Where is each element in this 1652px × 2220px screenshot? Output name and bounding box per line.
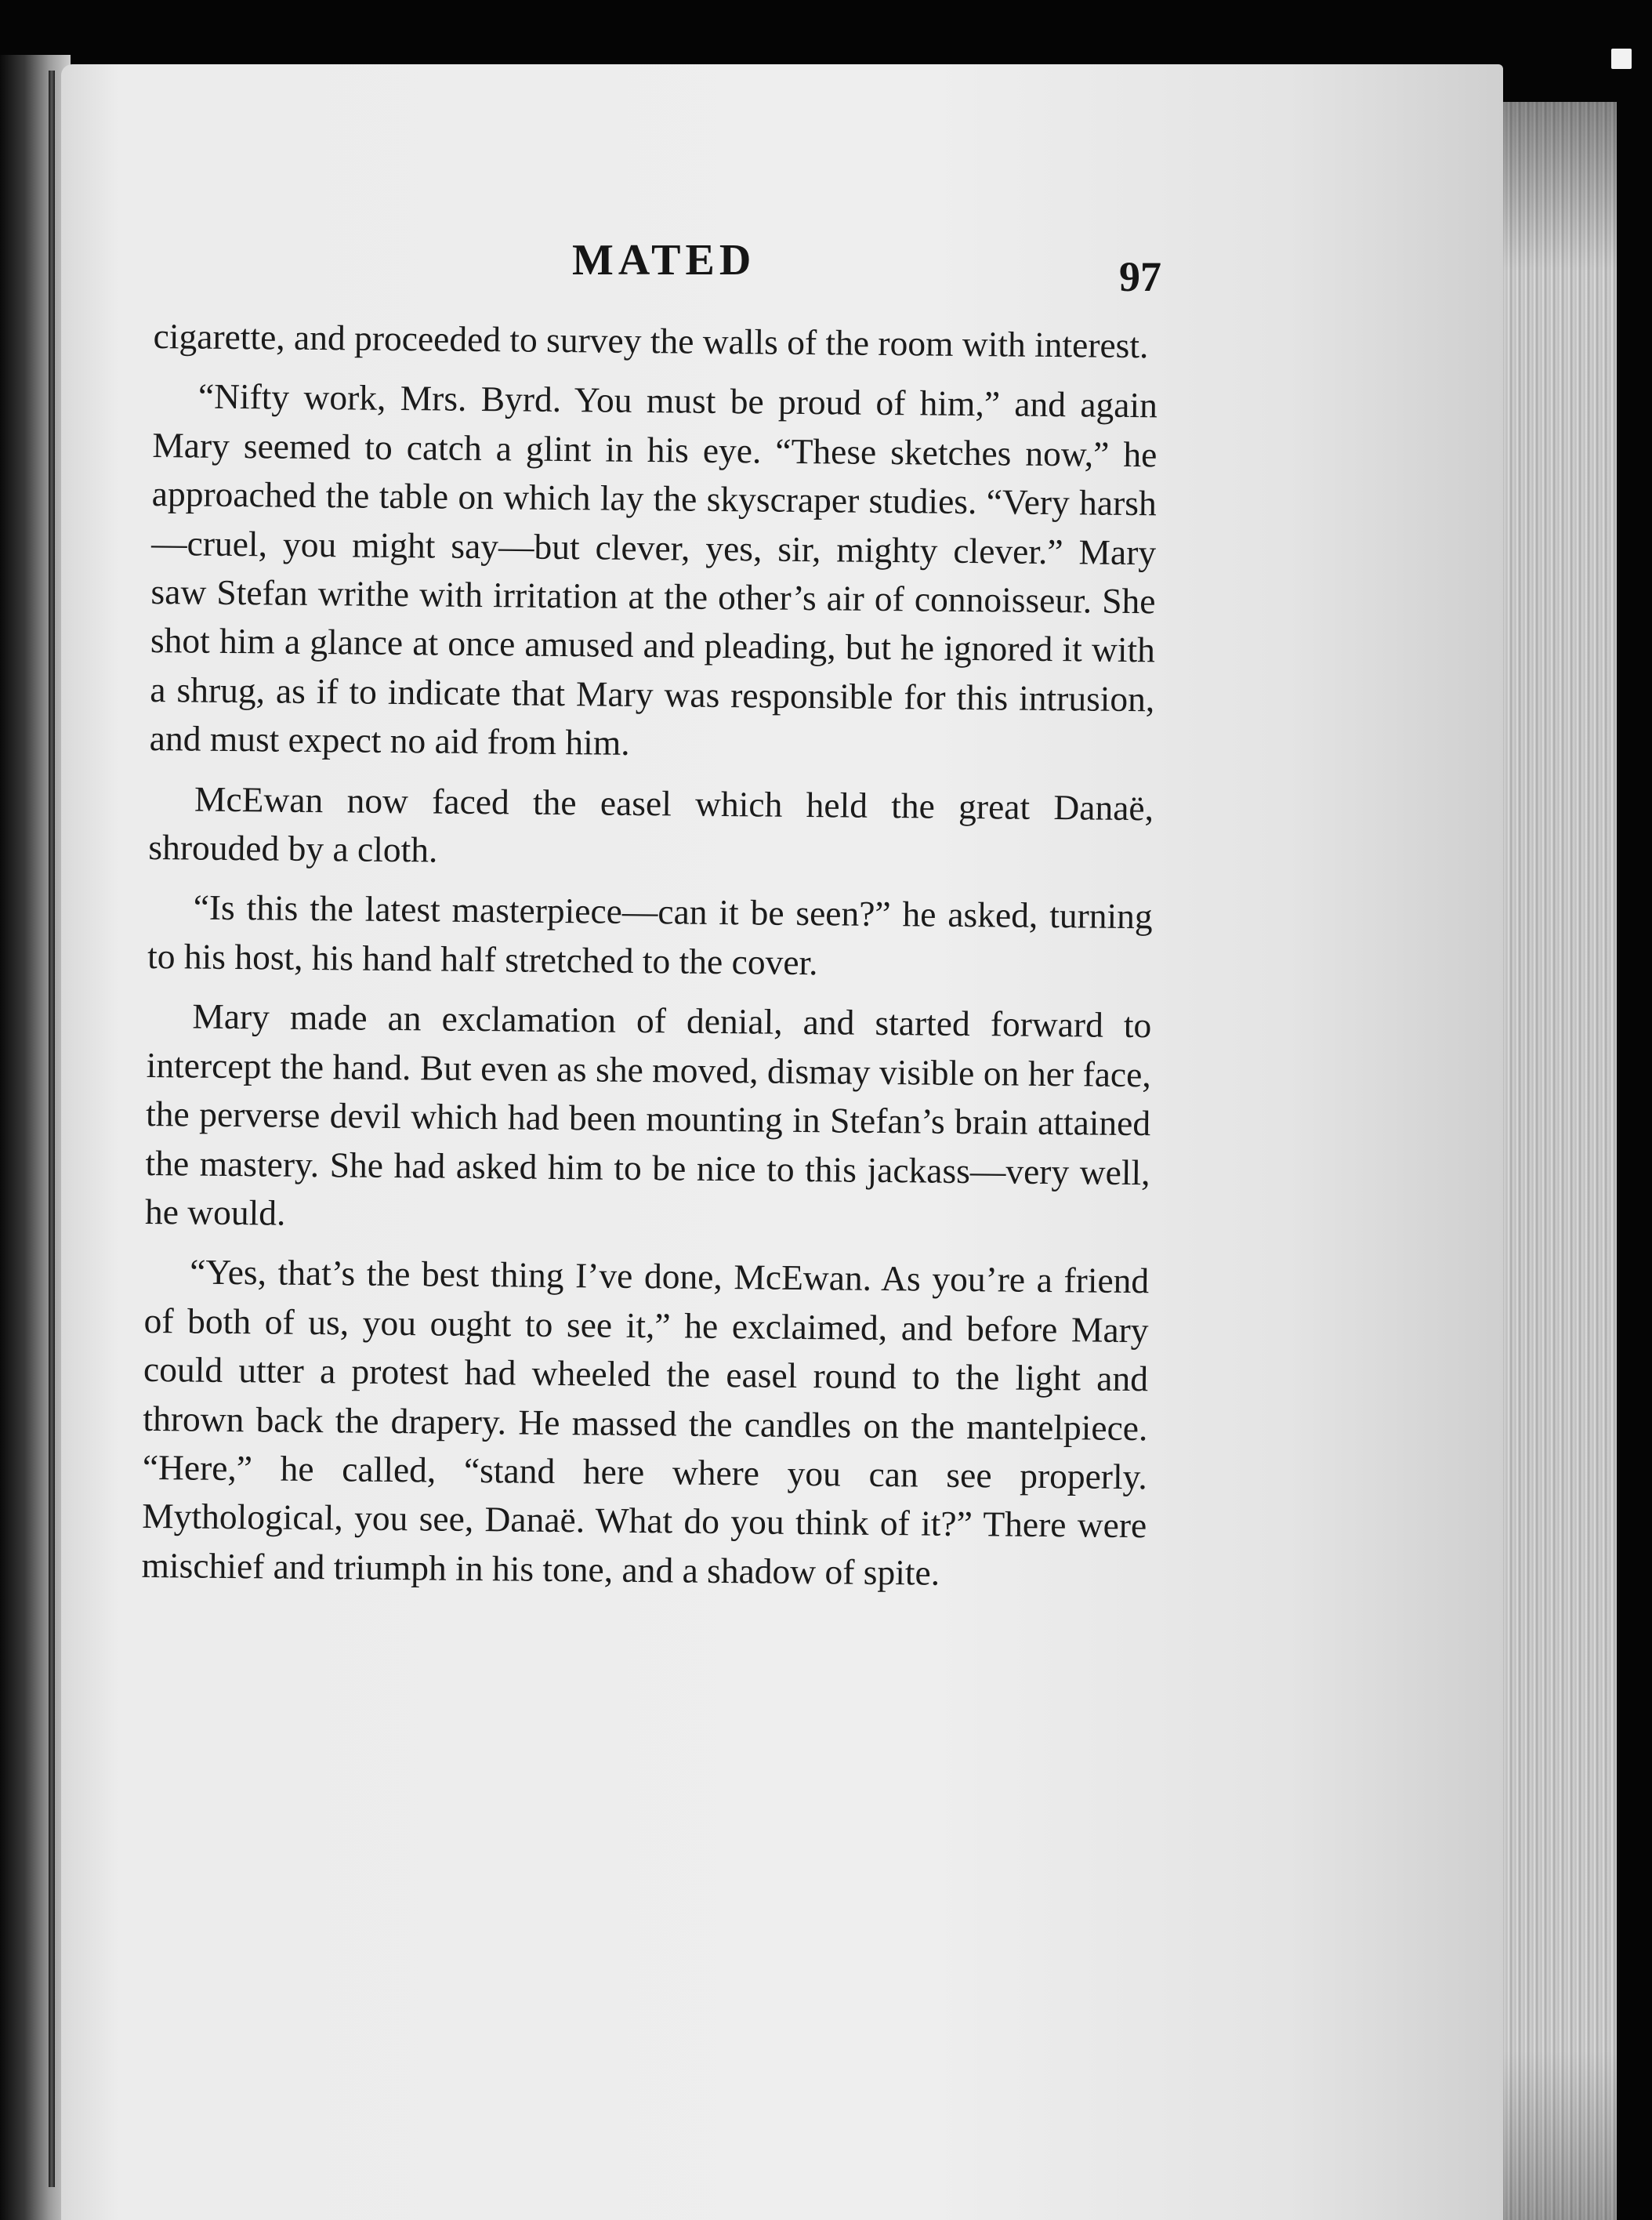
previous-page-edge [0,55,71,2220]
paragraph: “Is this the latest masterpiece—can it be seen?” he asked, turning to his host, his hand half stretched to the cover. [147,887,1153,983]
paragraph: cigarette, and proceeded to survey the walls of the room with interest. [153,315,1149,366]
paragraph: “Nifty work, Mrs. Byrd. You must be proud of him,” and again Mary seemed to catch a glint in his eye. “These sketches now,” he approached the table on which lay the skyscraper studies. “Very harsh—cruel, you might say—but clever, yes, sir, mighty clever.” Mary saw Stefan writhe with irritation at the other’s air of connoisseur. She shot him a glance at once amused and pleading, but he ignored it with a shrug, as if to indicate that Mary was responsible for this intrusion, and must expect no aid from him. [149,375,1158,764]
page-number: 97 [1119,253,1161,300]
binding-edge [49,71,55,2187]
paragraph: McEwan now faced the easel which held the great Danaë, shrouded by a cloth. [148,778,1154,870]
paragraph: Mary made an exclamation of denial, and started forward to intercept the hand. But even as she moved, dismay visible on her face, the perverse devil which had been mounting in Stefan’s brain attained the mastery. She had asked him to be nice to this jackass—very well, he would. [144,996,1152,1233]
scan-corner-mark [1611,49,1632,69]
body-text [141,312,1158,1599]
running-title: MATED [572,236,756,285]
paragraph: “Yes, that’s the best thing I’ve done, McEwan. As you’re a friend of both of us, you ought to see it,” he exclaimed, and before Mary could utter a protest had wheeled the easel round to the light and thrown back the drapery. He massed the candles on the mantelpiece. “Here,” he called, “stand here where you can see properly. Mythological, you see, Danaë. What do you think of it?” There were mischief and triumph in his tone, and a shadow of spite. [141,1251,1150,1593]
